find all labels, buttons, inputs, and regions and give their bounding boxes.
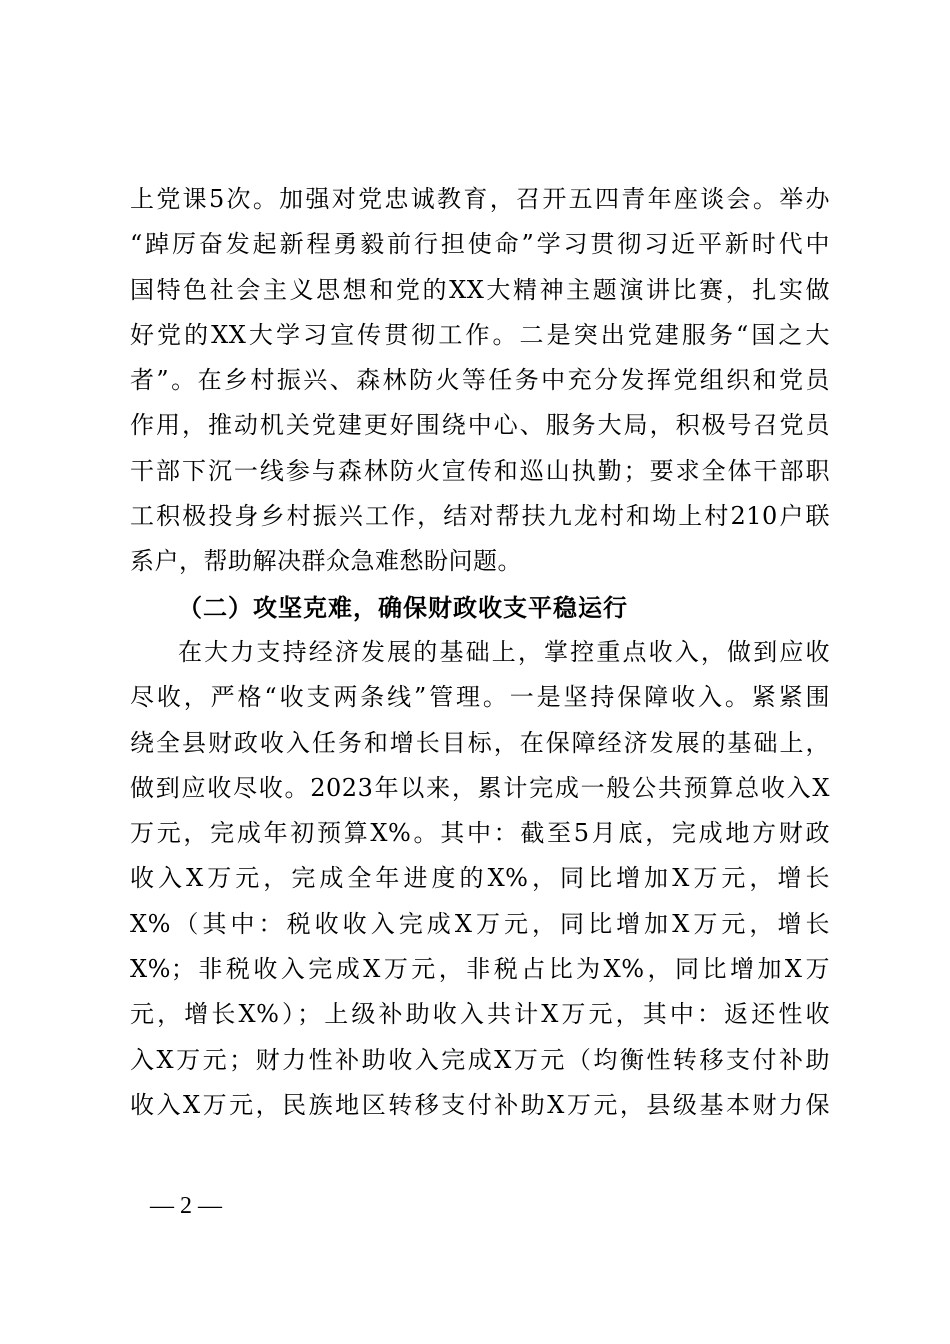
text-line: “踔厉奋发起新程勇毅前行担使命”学习贯彻习近平新时代中 xyxy=(130,230,830,259)
page-number: — 2 — xyxy=(150,1193,222,1219)
text-line: 系户，帮助解决群众急难愁盼问题。 xyxy=(130,547,522,576)
text-line: 做到应收尽收。2023年以来，累计完成一般公共预算总收入X xyxy=(130,773,830,802)
text-line: 绕全县财政收入任务和增长目标，在保障经济发展的基础上， xyxy=(130,728,830,757)
section-heading: （二）攻坚克难，确保财政收支平稳运行 xyxy=(178,592,628,622)
text-line: 尽收，严格“收支两条线”管理。一是坚持保障收入。紧紧围 xyxy=(130,683,830,712)
text-line: 收入X万元，完成全年进度的X%，同比增加X万元，增长 xyxy=(130,864,830,893)
text-line: X%（其中：税收收入完成X万元，同比增加X万元，增长 xyxy=(130,909,830,938)
text-line: 收入X万元，民族地区转移支付补助X万元，县级基本财力保 xyxy=(130,1090,830,1119)
text-line: 国特色社会主义思想和党的XX大精神主题演讲比赛，扎实做 xyxy=(130,275,830,304)
text-line: 入X万元；财力性补助收入完成X万元（均衡性转移支付补助 xyxy=(130,1045,830,1074)
text-line: 元，增长X%）；上级补助收入共计X万元，其中：返还性收 xyxy=(130,1000,830,1029)
text-line: 在大力支持经济发展的基础上，掌控重点收入，做到应收 xyxy=(178,637,830,666)
text-line: 工积极投身乡村振兴工作，结对帮扶九龙村和坳上村210户联 xyxy=(130,502,830,531)
text-line: 干部下沉一线参与森林防火宣传和巡山执勤；要求全体干部职 xyxy=(130,456,830,485)
text-line: X%；非税收入完成X万元，非税占比为X%，同比增加X万 xyxy=(130,955,830,984)
text-line: 好党的XX大学习宣传贯彻工作。二是突出党建服务“国之大 xyxy=(130,320,830,349)
text-line: 作用，推动机关党建更好围绕中心、服务大局，积极号召党员 xyxy=(130,411,830,440)
text-line: 万元，完成年初预算X%。其中：截至5月底，完成地方财政 xyxy=(130,819,830,848)
text-line: 上党课5次。加强对党忠诚教育，召开五四青年座谈会。举办 xyxy=(130,185,830,213)
text-line: 者”。在乡村振兴、森林防火等任务中充分发挥党组织和党员 xyxy=(130,366,830,395)
body-text xyxy=(130,177,830,1128)
